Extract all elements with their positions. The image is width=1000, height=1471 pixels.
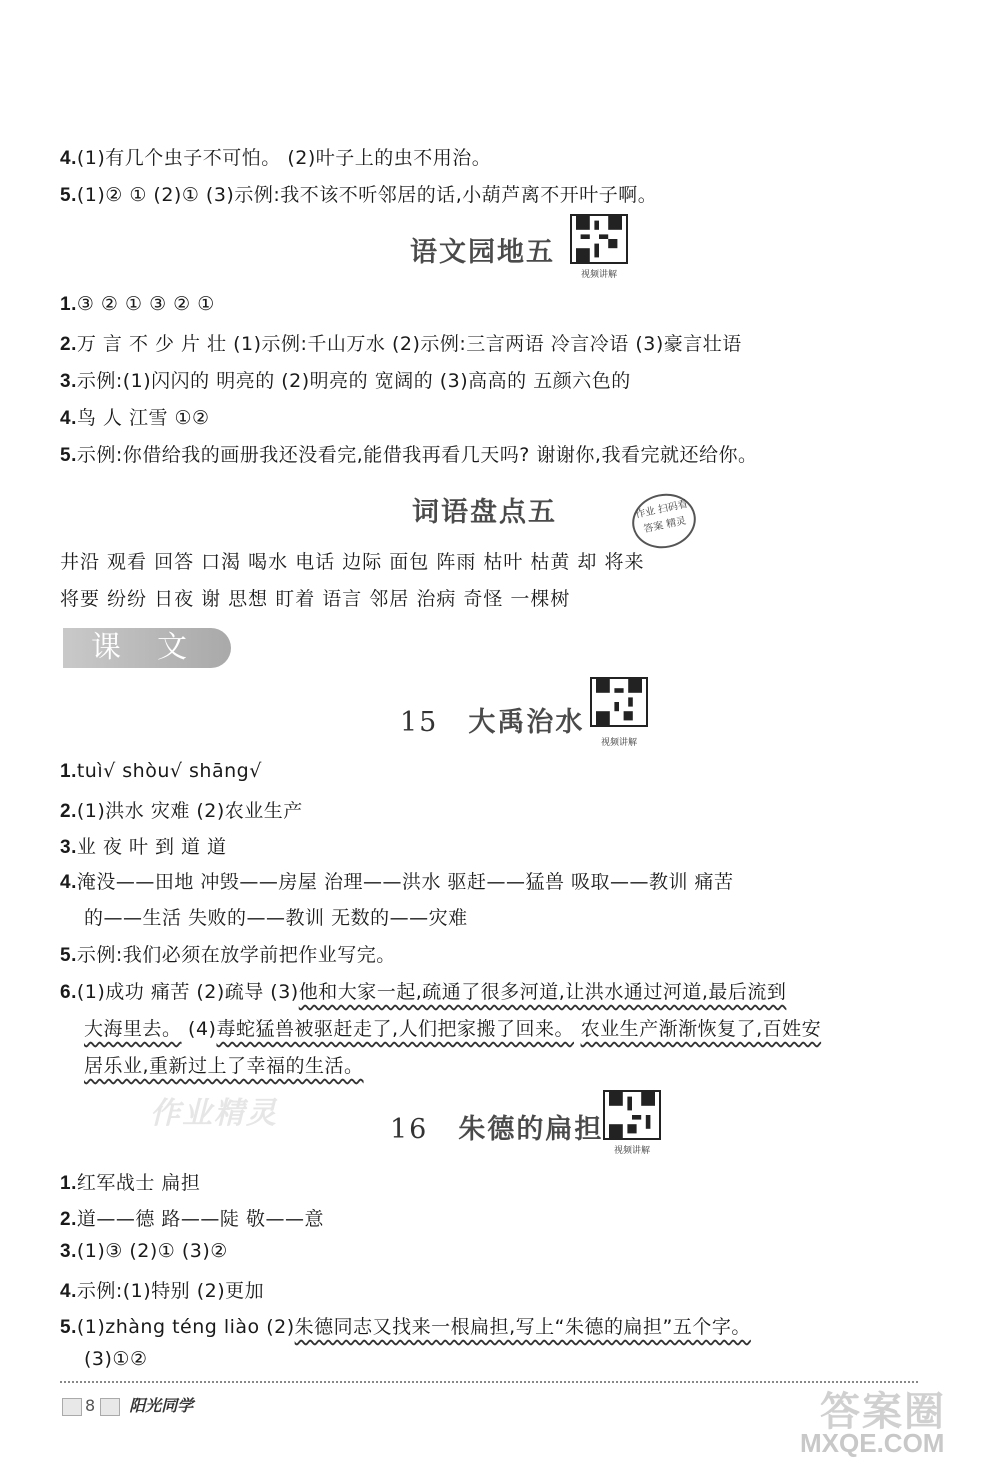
answer-5-top <box>60 180 657 207</box>
lesson-number: 15 <box>400 707 439 738</box>
lesson15-answer-4 <box>60 867 734 894</box>
answer-number: 1. <box>60 294 77 315</box>
section1-answer-4 <box>60 403 210 430</box>
answer-number: 6. <box>60 982 77 1003</box>
lesson-title: 大禹治水 <box>468 707 585 738</box>
section1-answer-2 <box>60 329 742 356</box>
lesson16-answer-5 <box>60 1312 751 1339</box>
answer-text: 淹没——田地 冲毁——房屋 治理——洪水 驱赶——猛兽 吸取——教训 痛苦 <box>76 871 734 893</box>
answer-number: 4. <box>60 148 77 169</box>
answer-number: 1. <box>60 761 77 782</box>
lesson16-answer-5-cont: (3)①② <box>84 1348 148 1370</box>
qr-caption: 视频讲解 <box>580 270 617 280</box>
qr-pattern-icon <box>605 1092 659 1138</box>
lesson16-answer-3 <box>60 1240 228 1263</box>
section-title-ciyu-pandian: 词语盘点五 <box>412 497 557 528</box>
answer-text: 业 夜 叶 到 道 道 <box>76 836 227 858</box>
footer-box-icon <box>100 1398 120 1416</box>
lesson16-answer-4 <box>60 1276 264 1303</box>
answer-number: 1. <box>60 1173 77 1194</box>
answer-text: 示例:(1)特别 (2)更加 <box>76 1280 265 1302</box>
lesson16-answer-1 <box>60 1168 200 1195</box>
answer-text: (1)③ (2)① (3)② <box>76 1240 228 1262</box>
answer-number: 5. <box>60 185 77 206</box>
qr-pattern-icon <box>572 216 626 262</box>
word-list-line-2: 将要 纷纷 日夜 谢 思想 盯着 语言 邻居 治病 奇怪 一棵树 <box>60 588 571 610</box>
answer-number: 2. <box>60 1209 77 1230</box>
qr-code-icon[interactable] <box>590 677 648 727</box>
lesson15-answer-3 <box>60 832 227 859</box>
qr-caption: 视频讲解 <box>613 1146 650 1156</box>
section-title-yuwen-yuandi: 语文园地五 <box>410 237 555 268</box>
answer-number: 4. <box>60 408 77 429</box>
answer-text: 鸟 人 江雪 ①② <box>76 407 210 429</box>
answer-text: 示例:(1)闪闪的 明亮的 (2)明亮的 宽阔的 (3)高高的 五颜六色的 <box>76 370 631 392</box>
qr-pattern-icon <box>592 679 646 725</box>
answer-number: 3. <box>60 837 77 858</box>
answer-number: 2. <box>60 801 77 822</box>
underlined-answer: 毒蛇猛兽被驱赶走了,人们把家搬了回来。 <box>216 1018 575 1040</box>
underlined-answer: 大海里去。 <box>84 1018 182 1040</box>
section1-answer-3 <box>60 366 631 393</box>
lesson-15-heading <box>400 700 584 739</box>
answer-number: 3. <box>60 371 77 392</box>
lesson15-answer-6 <box>60 977 786 1004</box>
answer-text: 万 言 不 少 片 壮 (1)示例:千山万水 (2)示例:三言两语 冷言冷语 (3)豪言壮语 <box>76 333 742 355</box>
answer-number: 5. <box>60 445 77 466</box>
footer-divider <box>60 1381 918 1383</box>
lesson15-answer-6-cont <box>84 1014 821 1041</box>
qr-code-icon[interactable] <box>603 1090 661 1140</box>
corner-watermark: 答案圈 <box>820 1389 946 1435</box>
lesson16-answer-2 <box>60 1204 324 1231</box>
answer-number: 4. <box>60 872 77 893</box>
lesson-number: 16 <box>390 1114 429 1145</box>
stamp-logo <box>627 488 701 554</box>
answer-number: 2. <box>60 334 77 355</box>
lesson15-answer-2 <box>60 796 303 823</box>
page-marker: 8 <box>85 1396 96 1415</box>
section1-answer-1 <box>60 293 215 316</box>
qr-caption: 视频讲解 <box>600 738 637 748</box>
underlined-answer: 农业生产渐渐恢复了,百姓安 <box>580 1018 822 1040</box>
answer-number: 5. <box>60 945 77 966</box>
section1-answer-5 <box>60 440 757 467</box>
lesson15-answer-6-cont2 <box>84 1051 364 1078</box>
answer-text: 道——德 路——陡 敬——意 <box>76 1208 324 1230</box>
answer-text: (1)有几个虫子不可怕。 (2)叶子上的虫不用治。 <box>76 147 492 169</box>
lesson-16-heading <box>390 1107 603 1146</box>
qr-code-icon[interactable] <box>570 214 628 264</box>
watermark: 作业精灵 <box>150 1096 278 1131</box>
underlined-answer: 他和大家一起,疏通了很多河道,让洪水通过河道,最后流到 <box>298 981 787 1003</box>
answer-text: (1)zhàng téng liào (2) <box>76 1316 295 1338</box>
footer-box-icon <box>62 1398 82 1416</box>
answer-number: 5. <box>60 1317 77 1338</box>
corner-url-watermark: MXQE.COM <box>800 1428 945 1458</box>
lesson15-answer-1 <box>60 760 262 783</box>
lesson-title: 朱德的扁担 <box>458 1114 604 1145</box>
answer-number: 4. <box>60 1281 77 1302</box>
brand-name: 阳光同学 <box>129 1396 194 1415</box>
answer-text: ③ ② ① ③ ② ① <box>76 293 215 315</box>
word-list-line-1: 井沿 观看 回答 口渴 喝水 电话 边际 面包 阵雨 枯叶 枯黄 却 将来 <box>60 551 645 573</box>
answer-text: 示例:我们必须在放学前把作业写完。 <box>76 944 396 966</box>
underlined-answer: 朱德同志又找来一根扁担,写上“朱德的扁担”五个字。 <box>294 1316 751 1338</box>
lesson15-answer-4-cont: 的——生活 失败的——教训 无数的——灾难 <box>84 907 468 929</box>
underlined-answer: 居乐业,重新过上了幸福的生活。 <box>84 1055 364 1077</box>
footer-logo <box>62 1393 193 1416</box>
answer-text: tuì√ shòu√ shāng√ <box>76 760 262 782</box>
answer-text: (1)洪水 灾难 (2)农业生产 <box>76 800 303 822</box>
kewen-banner: 课文 <box>63 628 231 668</box>
answer-text: (1)② ① (2)① (3)示例:我不该不听邻居的话,小葫芦离不开叶子啊。 <box>76 184 658 206</box>
answer-text: 红军战士 扁担 <box>76 1172 201 1194</box>
answer-text: (1)成功 痛苦 (2)疏导 (3) <box>76 981 299 1003</box>
answer-text: (4) <box>181 1018 217 1040</box>
lesson15-answer-5 <box>60 940 396 967</box>
answer-4-top <box>60 143 491 170</box>
answer-text: 示例:你借给我的画册我还没看完,能借我再看几天吗? 谢谢你,我看完就还给你。 <box>76 444 758 466</box>
answer-number: 3. <box>60 1241 77 1262</box>
stamp-text: 作业 扫码看答案 精灵 <box>634 498 689 536</box>
